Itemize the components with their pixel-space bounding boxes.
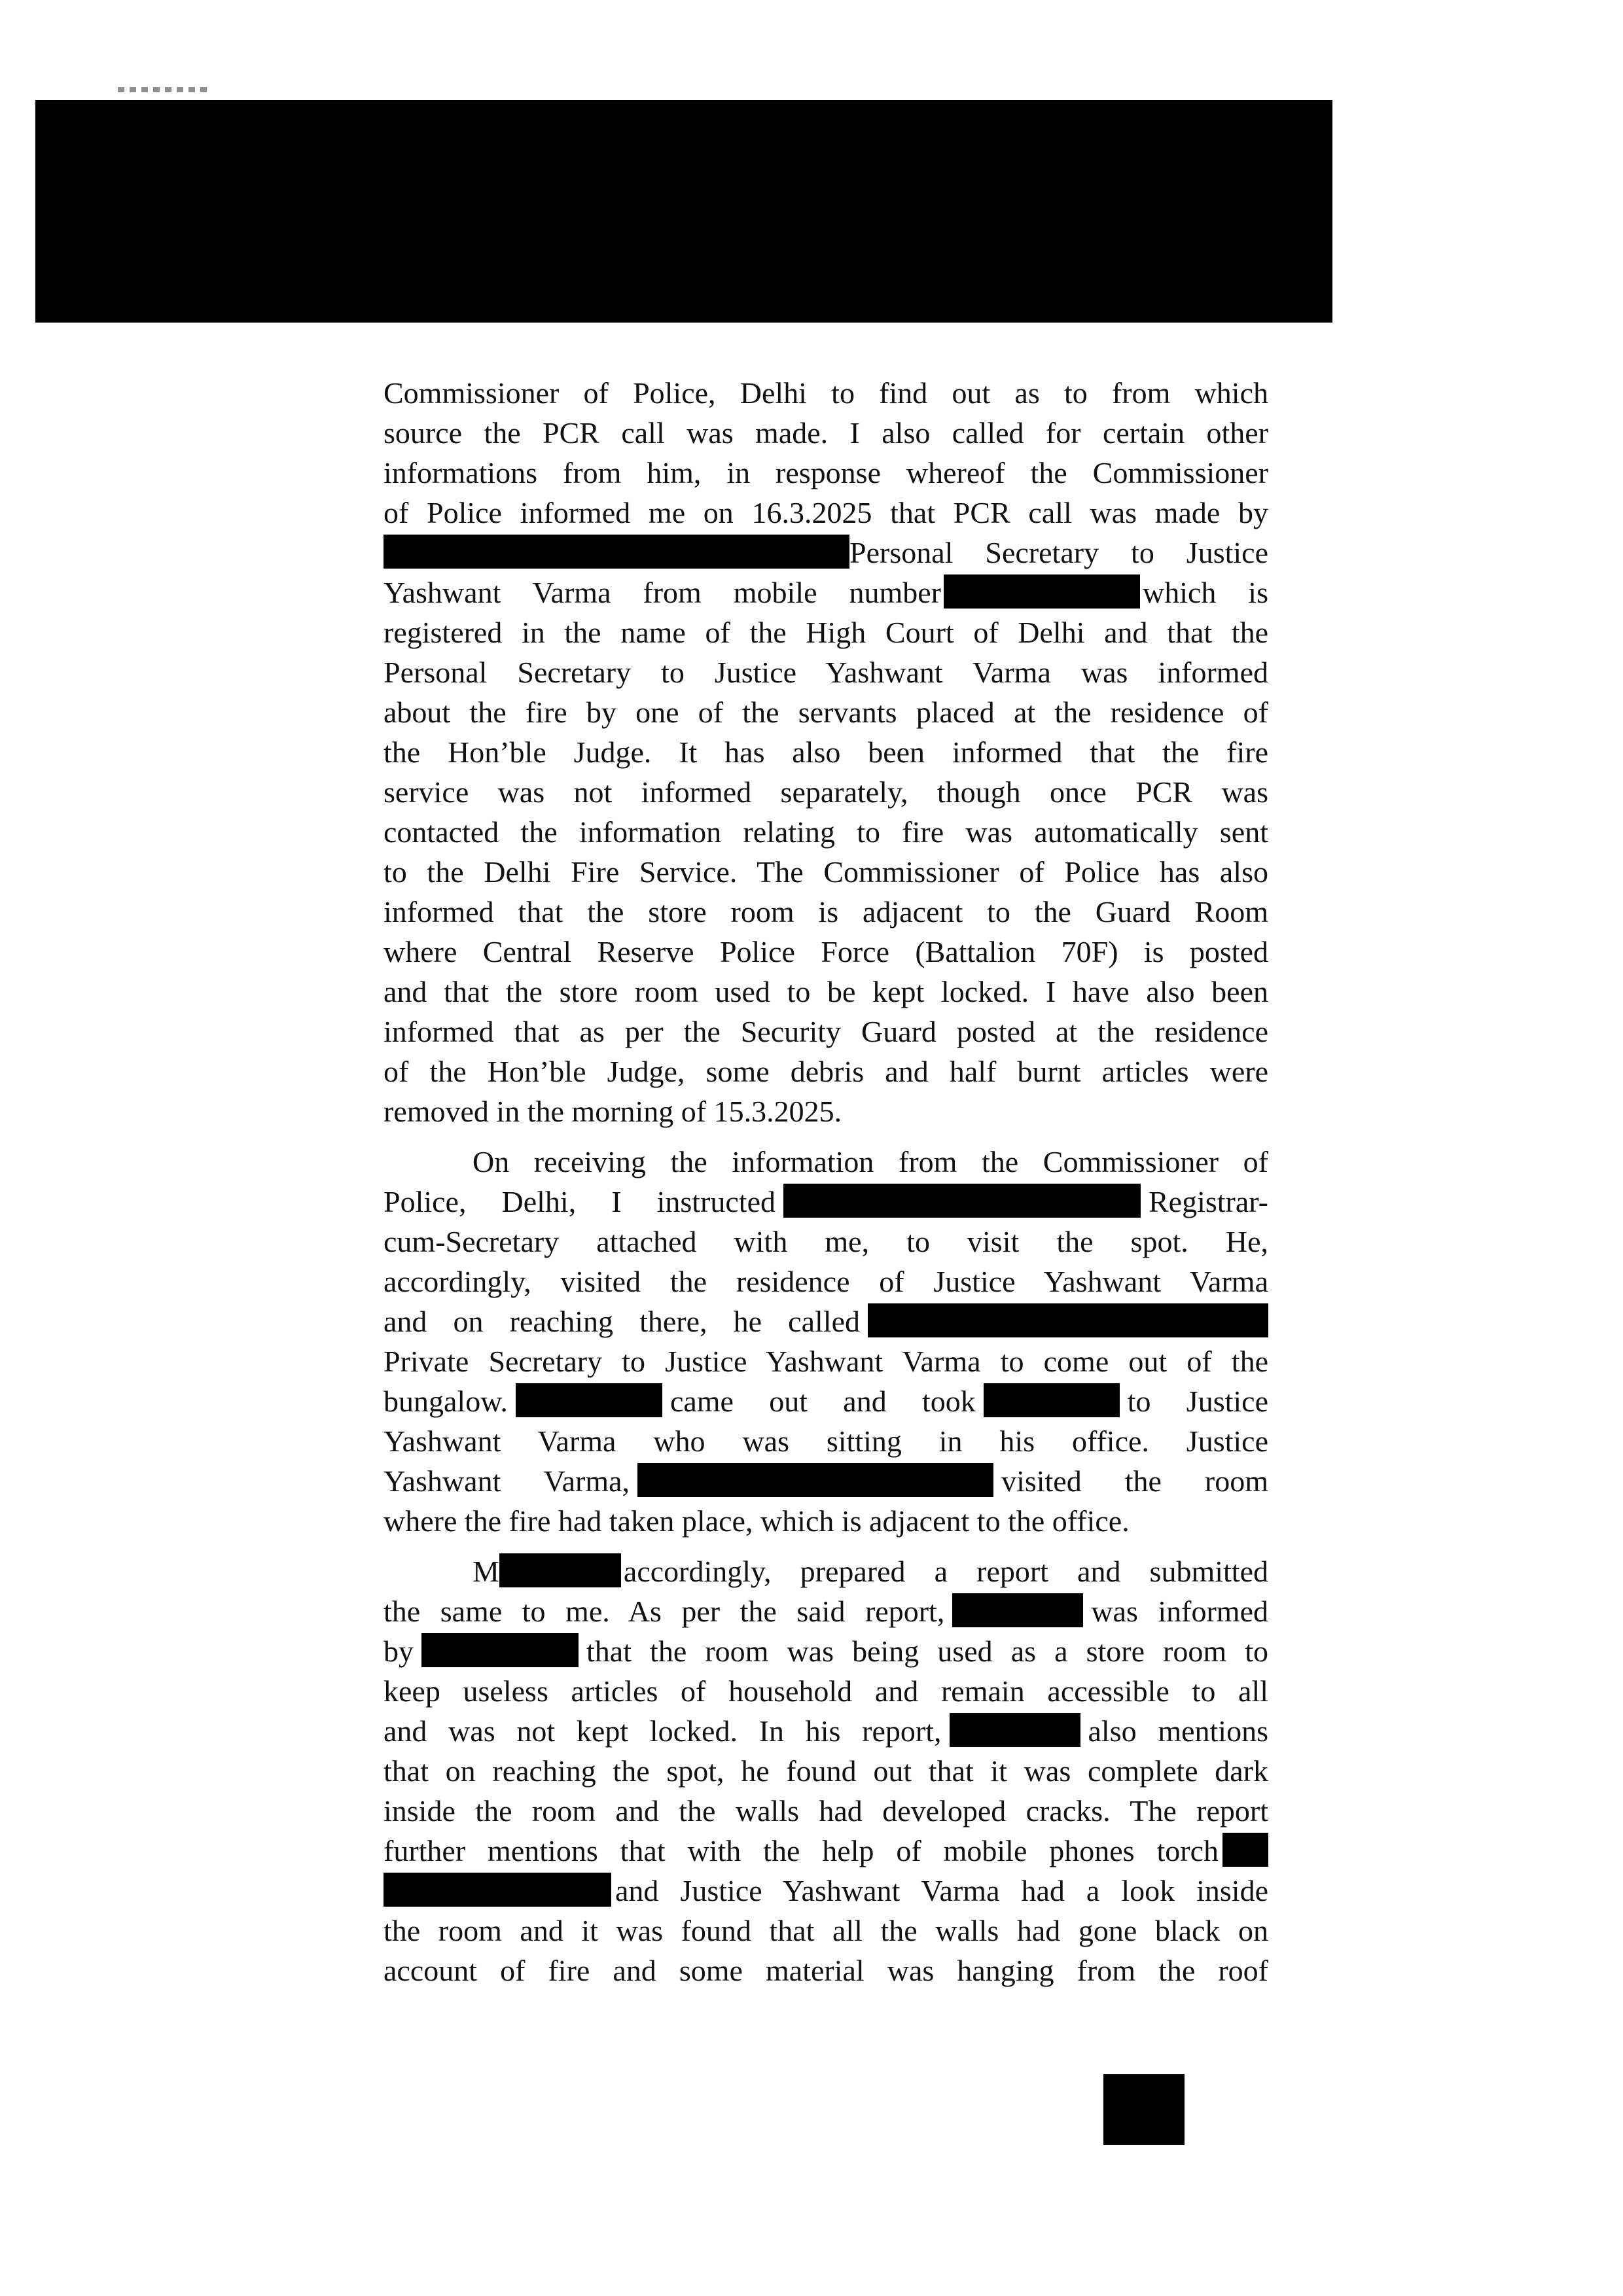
redaction-block [499, 1553, 621, 1587]
redaction-block [944, 574, 1140, 609]
redaction-block [868, 1303, 1268, 1337]
paragraph-2: On receiving the information from the Commissioner of Police, Delhi, I instructed Registrar- cum-Secretary attached with me, to visit the spot. He, accordingly, visited the residence of Justice Yashwant Varma and on reaching there, he called Private Secretary to Justice Yashwant Varma to come out of the bungalow. came out and took to Justice Yashwant Varma who was sitting in his office. Justice Yashwant Varma, visited the room where the fire had taken place, which is adjacent to the office. [383, 1145, 1268, 1538]
redaction-block [984, 1383, 1120, 1417]
scan-artifact [118, 87, 209, 92]
redaction-block [383, 535, 849, 569]
redaction-block [950, 1713, 1080, 1747]
redaction-block [637, 1463, 993, 1497]
letter-body [383, 373, 1268, 1990]
header-redaction [35, 100, 1332, 323]
redaction-block [516, 1383, 662, 1417]
paragraph-1: Commissioner of Police, Delhi to find out as to from which source the PCR call was made. I also called for certain other informations from him, in response whereof the Commissioner of Police informed me on 16.3.2025 that PCR call was made by Personal Secretary to Justice Yashwant Varma from mobile number which is registered in the name of the High Court of Delhi and that the Personal Secretary to Justice Yashwant Varma was informed about the fire by one of the servants placed at the residence of the Hon’ble Judge. It has also been informed that the fire service was not informed separately, though once PCR was contacted the information relating to fire was automatically sent to the Delhi Fire Service. The Commissioner of Police has also informed that the store room is adjacent to the Guard Room where Central Reserve Police Force (Battalion 70F) is posted and that the store room used to be kept locked. I have also been informed that as per the Security Guard posted at the residence of the Hon’ble Judge, some debris and half burnt articles were removed in the morning of 15.3.2025. [383, 376, 1268, 1128]
paragraph-3: M accordingly, prepared a report and submitted the same to me. As per the said report, was informed by that the room was being used as a store room to keep useless articles of household and remain accessible to all and was not kept locked. In his report, also mentions that on reaching the spot, he found out that it was complete dark inside the room and the walls had developed cracks. The report further mentions that with the help of mobile phones torch and Justice Yashwant Varma had a look inside the room and it was found that all the walls had gone black on account of fire and some material was hanging from the roof [383, 1555, 1269, 1987]
redaction-block [952, 1593, 1083, 1627]
page-number-redaction [1103, 2074, 1185, 2145]
redaction-block [421, 1633, 579, 1667]
redaction-block [783, 1184, 1141, 1218]
redaction-block [383, 1873, 611, 1907]
redaction-block [1222, 1833, 1268, 1867]
